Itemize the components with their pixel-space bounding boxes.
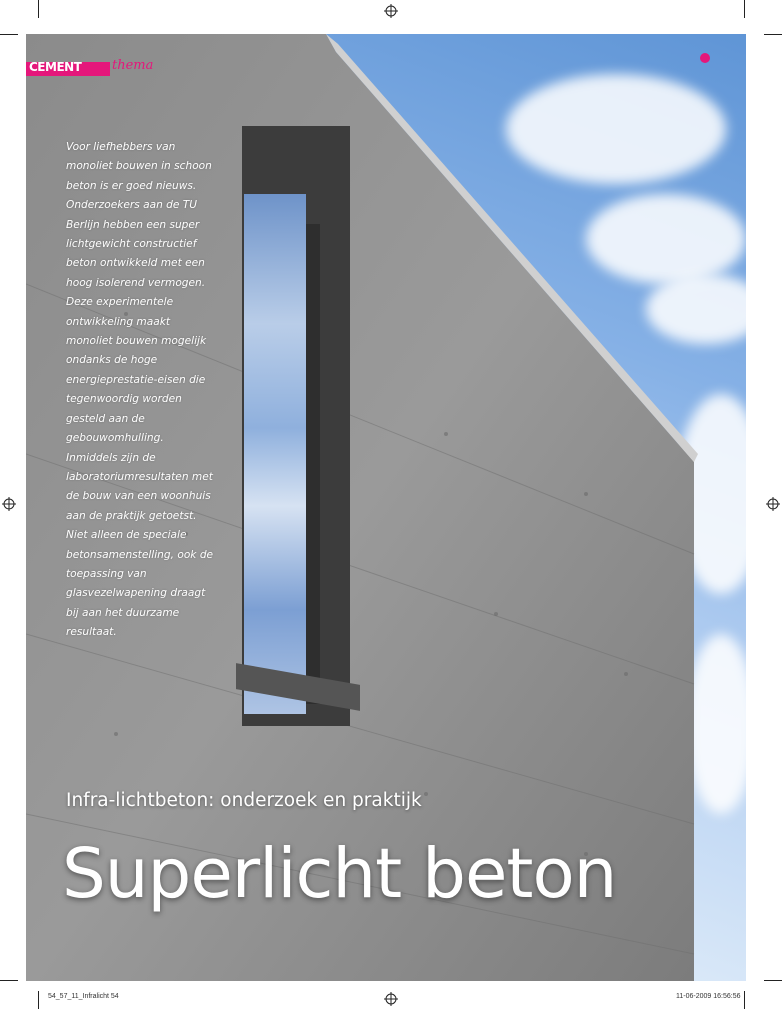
crop-mark (0, 34, 18, 35)
crop-mark (764, 34, 782, 35)
magazine-logo-text: CEMENT (29, 60, 82, 74)
print-slug-timestamp: 11-06-2009 16:56:56 (676, 993, 741, 1000)
registration-mark-icon (384, 4, 398, 18)
article-kicker: Infra-lichtbeton: onderzoek en praktijk (66, 790, 422, 811)
crop-mark (764, 980, 782, 981)
crop-mark (38, 991, 39, 1009)
registration-mark-icon (384, 992, 398, 1006)
crop-mark (0, 980, 18, 981)
registration-mark-icon (766, 497, 780, 511)
intro-text: Voor liefhebbers van monoliet bouwen in schoon beton is er goed nieuws. Onderzoekers aan de TU Berlijn hebben een super lichtgewicht constructief beton ontwikkeld met een hoog isolerend vermogen. Deze experimentele ontwikkeling maakt monoliet bouwen mogelijk ondanks de hoge energieprestatie-eisen die tegenwoordig worden gesteld aan de gebouwomhulling. Inmiddels zijn de laboratoriumresultaten met de bouw van een woonhuis aan de praktijk getoetst. Niet alleen de speciale betonsamenstelling, ook de toepassing van glasvezelwapening draagt bij aan het duurzame resultaat. (66, 141, 214, 639)
section-label: thema (112, 58, 154, 73)
window-mullion (306, 224, 320, 704)
article-title: Superlicht beton (62, 834, 617, 914)
crop-mark (744, 991, 745, 1009)
crop-mark (744, 0, 745, 18)
page-marker-dot (700, 53, 710, 63)
window-glass (244, 194, 306, 714)
registration-mark-icon (2, 497, 16, 511)
print-slug-file: 54_57_11_Infralicht 54 (48, 993, 119, 1000)
crop-mark (38, 0, 39, 18)
